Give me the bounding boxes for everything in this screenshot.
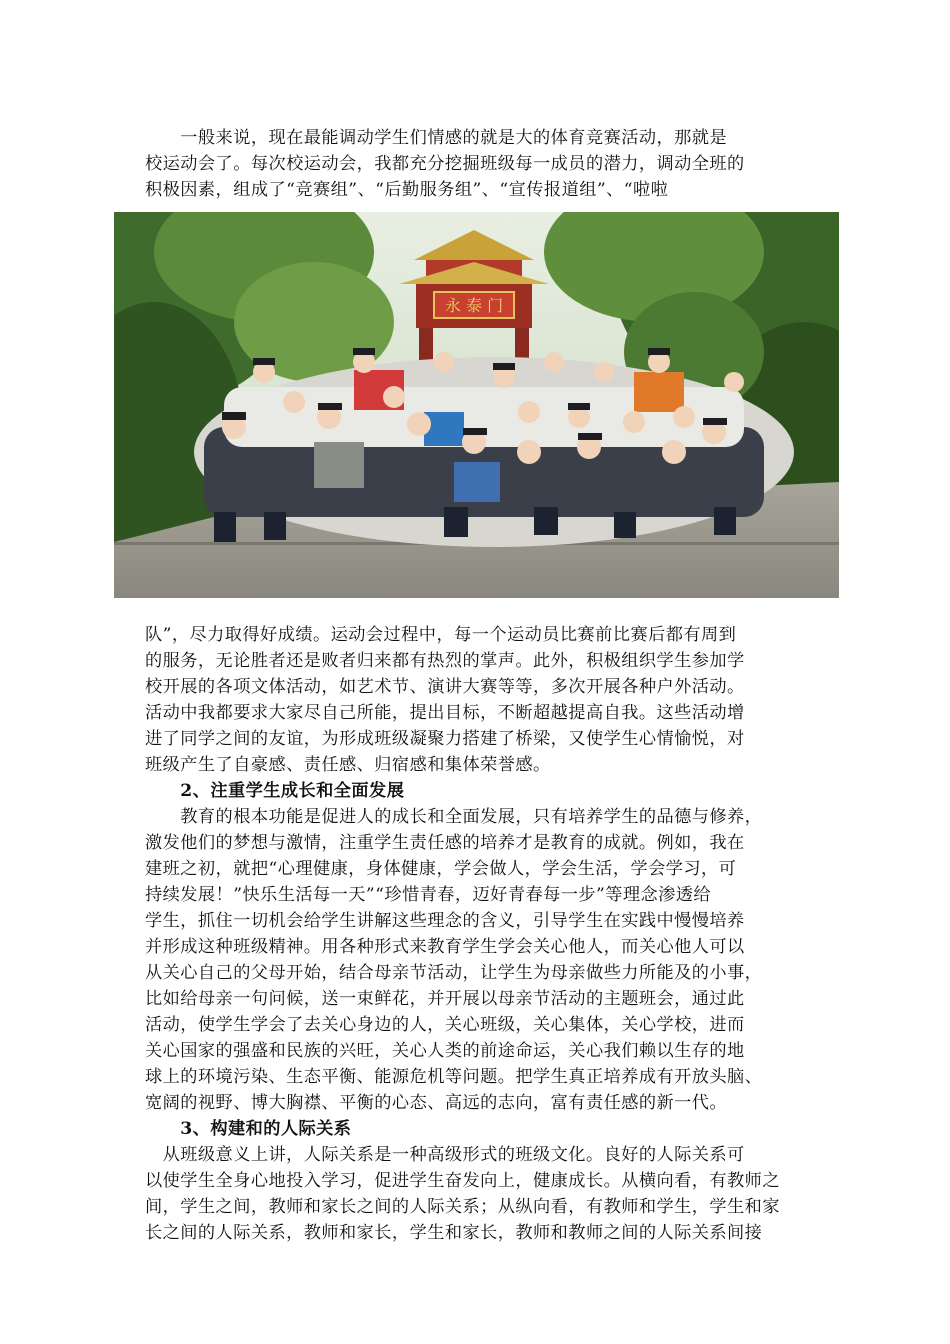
- text-line: 队”，尽力取得好成绩。运动会过程中，每一个运动员比赛前比赛后都有周到: [145, 625, 737, 645]
- paragraph-intro: [145, 125, 805, 203]
- gate-plaque-text: 永 泰 门: [444, 296, 504, 315]
- text-line: 校运动会了。每次校运动会，我都充分挖掘班级每一成员的潜力，调动全班的: [145, 154, 745, 174]
- text-line: 积极因素，组成了“竞赛组”、“后勤服务组”、“宣传报道组”、“啦啦: [145, 180, 669, 200]
- text-line: 校开展的各项文体活动，如艺术节、演讲大赛等等，多次开展各种户外活动。: [145, 677, 745, 697]
- group-photo-illustration: [114, 212, 839, 598]
- text-line: 以使学生全身心地投入学习，促进学生奋发向上，健康成长。从横向看，有教师之: [145, 1171, 780, 1191]
- text-line: 球上的环境污染、生态平衡、能源危机等问题。把学生真正培养成有开放头脑、: [145, 1067, 763, 1087]
- section-heading-3: 3、构建和的人际关系: [145, 1119, 352, 1139]
- text-line: 关心国家的强盛和民族的兴旺，关心人类的前途命运，关心我们赖以生存的地: [145, 1041, 745, 1061]
- text-line: 班级产生了自豪感、责任感、归宿感和集体荣誉感。: [145, 755, 551, 775]
- text-line: 间，学生之间，教师和家长之间的人际关系；从纵向看，有教师和学生，学生和家: [145, 1197, 780, 1217]
- body-text: [145, 622, 805, 1246]
- section-heading-2: 2、注重学生成长和全面发展: [145, 781, 405, 801]
- group-photo: [114, 212, 839, 598]
- text-line: 的服务，无论胜者还是败者归来都有热烈的掌声。此外，积极组织学生参加学: [145, 651, 745, 671]
- text-line: 学生，抓住一切机会给学生讲解这些理念的含义，引导学生在实践中慢慢培养: [145, 911, 745, 931]
- text-line: 持续发展！”快乐生活每一天”“珍惜青春，迈好青春每一步”等理念渗透给: [145, 885, 712, 905]
- text-line: 活动中我都要求大家尽自己所能，提出目标，不断超越提高自我。这些活动增: [145, 703, 745, 723]
- text-line: 比如给母亲一句问候，送一束鲜花，并开展以母亲节活动的主题班会，通过此: [145, 989, 745, 1009]
- text-line: 并形成这种班级精神。用各种形式来教育学生学会关心他人，而关心他人可以: [145, 937, 745, 957]
- text-line: 进了同学之间的友谊，为形成班级凝聚力搭建了桥梁，又使学生心情愉悦，对: [145, 729, 745, 749]
- text-line: 从关心自己的父母开始，结合母亲节活动，让学生为母亲做些力所能及的小事，: [145, 963, 763, 983]
- text-line: 长之间的人际关系，教师和家长，学生和家长，教师和教师之间的人际关系间接: [145, 1223, 763, 1243]
- text-line: 从班级意义上讲，人际关系是一种高级形式的班级文化。良好的人际关系可: [145, 1145, 745, 1165]
- text-line: 教育的根本功能是促进人的成长和全面发展，只有培养学生的品德与修养，: [145, 807, 763, 827]
- text-line: 建班之初，就把“心理健康，身体健康，学会做人，学会生活，学会学习，可: [145, 859, 737, 879]
- text-line: 宽阔的视野、博大胸襟、平衡的心态、高远的志向，富有责任感的新一代。: [145, 1093, 728, 1113]
- text-line: 活动，使学生学会了去关心身边的人，关心班级，关心集体，关心学校，进而: [145, 1015, 745, 1035]
- text-line: 一般来说，现在最能调动学生们情感的就是大的体育竞赛活动，那就是: [145, 128, 728, 148]
- text-line: 激发他们的梦想与激情，注重学生责任感的培养才是教育的成就。例如，我在: [145, 833, 745, 853]
